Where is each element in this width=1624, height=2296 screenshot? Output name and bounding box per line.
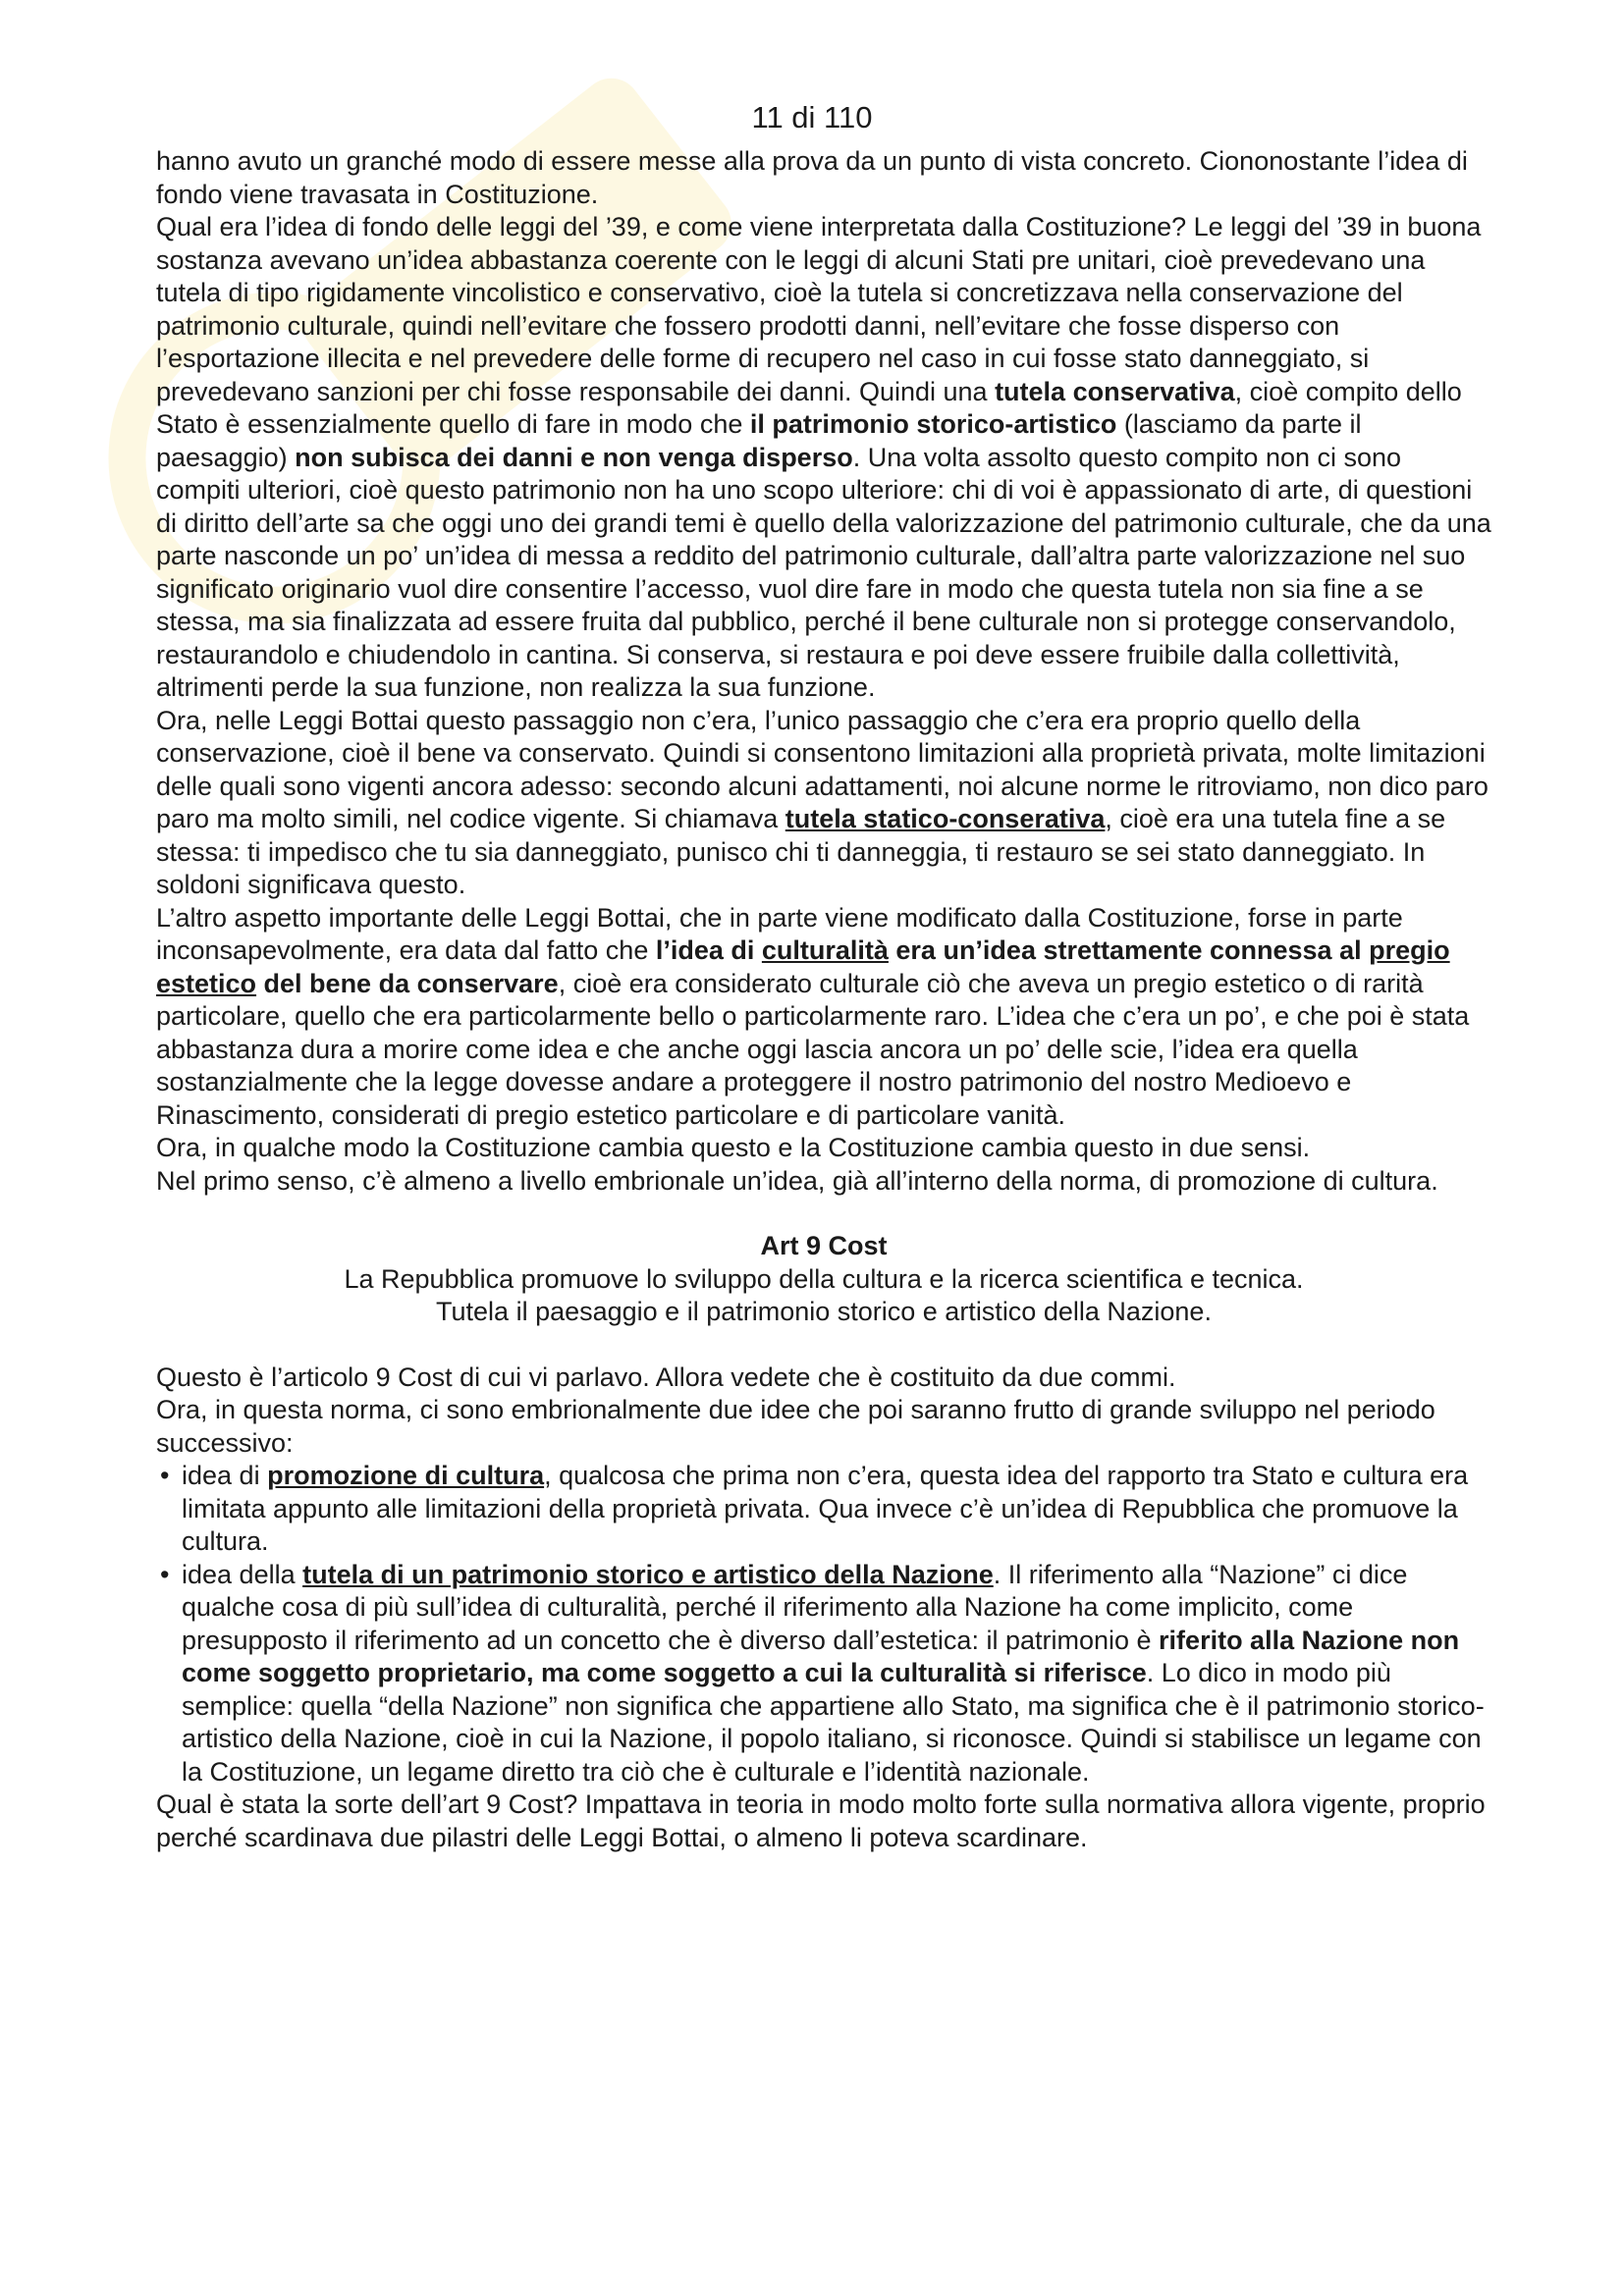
bold-underlined-text: culturalità	[761, 935, 889, 965]
text-run: . Una volta assolto questo compito non ci sono compiti ulteriori, cioè questo patrimonio non ha uno scopo ulteriore: chi di voi è appassionato di arte, di questioni di diritto dell’arte sa che oggi uno dei grandi temi è quello della valorizzazione del patrimonio culturale, che da una parte nasconde un po’ un’idea di messa a reddito del patrimonio culturale, dall’altra parte valorizzazione nel suo significato originario vuol dire consentire l’accesso, vuol dire fare in modo che questa tutela non sia fine a se stessa, ma sia finalizzata ad essere fruita dal pubblico, perché il bene culturale non si protegge conservandolo, restaurandolo e chiudendolo in cantina. Si conserva, si restaura e poi deve essere fruibile dalla collettività, altrimenti perde la sua funzione, non realizza la sua funzione.	[156, 442, 1491, 702]
paragraph-intro: hanno avuto un granché modo di essere messe alla prova da un punto di vista concreto. Ciononostante l’idea di fondo viene travasata in Costituzione.	[156, 146, 1468, 209]
paragraph-sorte-art-9: Qual è stata la sorte dell’art 9 Cost? Impattava in teoria in modo molto forte sulla normativa allora vigente, proprio perché scardinava due pilastri delle Leggi Bottai, o almeno li poteva scardinare.	[156, 1789, 1486, 1852]
list-item	[156, 1559, 1491, 1789]
text-run: . Il riferimento alla “Nazione” ci dice qualche cosa di più sull’idea di culturalità, perché il riferimento alla Nazione ha come implicito, come presupposto il riferimento ad un concetto che è diverso dall’estetica: il patrimonio è	[182, 1559, 1408, 1655]
paragraph-due-idee: Ora, in questa norma, ci sono embrionalmente due idee che poi saranno frutto di grande sviluppo nel periodo successivo:	[156, 1395, 1435, 1458]
text-run: Ora, nelle Leggi Bottai questo passaggio non c’era, l’unico passaggio che c’era era proprio quello della conservazione, cioè il bene va conservato. Quindi si consentono limitazioni alla proprietà privata, molte limitazioni delle quali sono vigenti ancora adesso: secondo alcuni adattamenti, noi alcune norme le ritroviamo, non dico paro paro ma molto simili, nel codice vigente. Si chiamava	[156, 705, 1489, 833]
page-number: 11 di 110	[751, 100, 873, 134]
article-title: Art 9 Cost	[760, 1231, 888, 1260]
paragraph-costituzione-cambia: Ora, in qualche modo la Costituzione cambia questo e la Costituzione cambia questo in due sensi.	[156, 1133, 1311, 1162]
text-run: . Lo dico in modo più semplice: quella “della Nazione” non significa che appartiene allo Stato, ma significa che è il patrimonio storico-artistico della Nazione, cioè in cui la Nazione, il popolo italiano, si riconosce. Quindi si stabilisce un legame con la Costituzione, un legame diretto tra ciò che è culturale e l’identità nazionale.	[182, 1658, 1485, 1787]
spacer	[156, 1329, 1491, 1362]
paragraph-articolo-9: Questo è l’articolo 9 Cost di cui vi parlavo. Allora vedete che è costituito da due commi.	[156, 1362, 1176, 1392]
bold-text: il patrimonio storico-artistico	[749, 409, 1117, 439]
text-run: , qualcosa che prima non c’era, questa idea del rapporto tra Stato e cultura era limitata appunto alle limitazioni della proprietà privata. Qua invece c’è un’idea di Repubblica che promuove la cultura.	[182, 1461, 1469, 1556]
text-run: , cioè compito dello Stato è essenzialmente quello di fare in modo che	[156, 376, 1462, 439]
text-run: idea della	[182, 1559, 303, 1589]
paragraph-leggi-39	[156, 211, 1491, 705]
text-run: idea di	[182, 1461, 268, 1490]
article-line-2: Tutela il paesaggio e il patrimonio storico e artistico della Nazione.	[436, 1297, 1212, 1326]
paragraph-leggi-bottai	[156, 705, 1491, 902]
list-item	[156, 1460, 1491, 1559]
bold-text: l’idea di	[655, 935, 762, 965]
text-run: L’altro aspetto importante delle Leggi Bottai, che in parte viene modificato dalla Costituzione, forse in parte inconsapevolmente, era data dal fatto che	[156, 902, 1403, 965]
text-run: (lasciamo da parte il paesaggio)	[156, 409, 1362, 472]
document-body	[156, 145, 1491, 1854]
paragraph-culturalita	[156, 902, 1491, 1133]
bold-underlined-text: promozione di cultura	[267, 1461, 545, 1490]
bold-underlined-text: tutela di un patrimonio storico e artistico della Nazione	[302, 1559, 994, 1589]
bold-underlined-text: tutela statico-conserativa	[785, 804, 1106, 833]
ideas-list	[156, 1460, 1491, 1789]
bold-text: tutela conservativa	[995, 376, 1235, 406]
text-run: Qual era l’idea di fondo delle leggi del ’39, e come viene interpretata dalla Costituzione? Le leggi del ’39 in buona sostanza avevano un’idea abbastanza coerente con le leggi di alcuni Stati pre unitari, cioè prevedevano una tutela di tipo rigidamente vincolistico e conservativo, cioè la tutela si concretizzava nella conservazione del patrimonio culturale, quindi nell’evitare che fossero prodotti danni, nell’evitare che fosse disperso con l’esportazione illecita e nel prevedere delle forme di recupero nel caso in cui fosse stato danneggiato, si prevedevano sanzioni per chi fosse responsabile dei danni. Quindi una	[156, 212, 1482, 406]
bold-underlined-text: pregio estetico	[156, 935, 1450, 998]
bullet-icon: •	[160, 1559, 170, 1589]
text-run: , cioè era una tutela fine a se stessa: ti impedisco che tu sia danneggiato, punisco chi ti danneggia, ti restauro se sei stato danneggiato. In soldoni significava questo.	[156, 804, 1446, 899]
bullet-icon: •	[160, 1461, 170, 1490]
bold-text: del bene da conservare	[256, 968, 559, 998]
text-run: , cioè era considerato culturale ciò che aveva un pregio estetico o di rarità particolare, quello che era particolarmente bello o particolarmente raro. L’idea che c’era un po’, e che poi è stata abbastanza dura a morire come idea e che anche oggi lascia ancora un po’ delle scie, l’idea era quella sostanzialmente che la legge dovesse andare a proteggere il nostro patrimonio del nostro Medioevo e Rinascimento, considerati di pregio estetico particolare e di particolare vanità.	[156, 968, 1470, 1130]
bold-text: riferito alla Nazione non come soggetto proprietario, ma come soggetto a cui la culturalità si riferisce	[182, 1625, 1460, 1687]
bold-text: non subisca dei danni e non venga disperso	[295, 442, 853, 472]
paragraph-primo-senso: Nel primo senso, c’è almeno a livello embrionale un’idea, già all’interno della norma, di promozione di cultura.	[156, 1165, 1438, 1196]
spacer	[156, 1198, 1491, 1230]
bold-text: era un’idea strettamente connessa al	[888, 935, 1370, 965]
article-line-1: La Repubblica promuove lo sviluppo della cultura e la ricerca scientifica e tecnica.	[344, 1263, 1304, 1294]
